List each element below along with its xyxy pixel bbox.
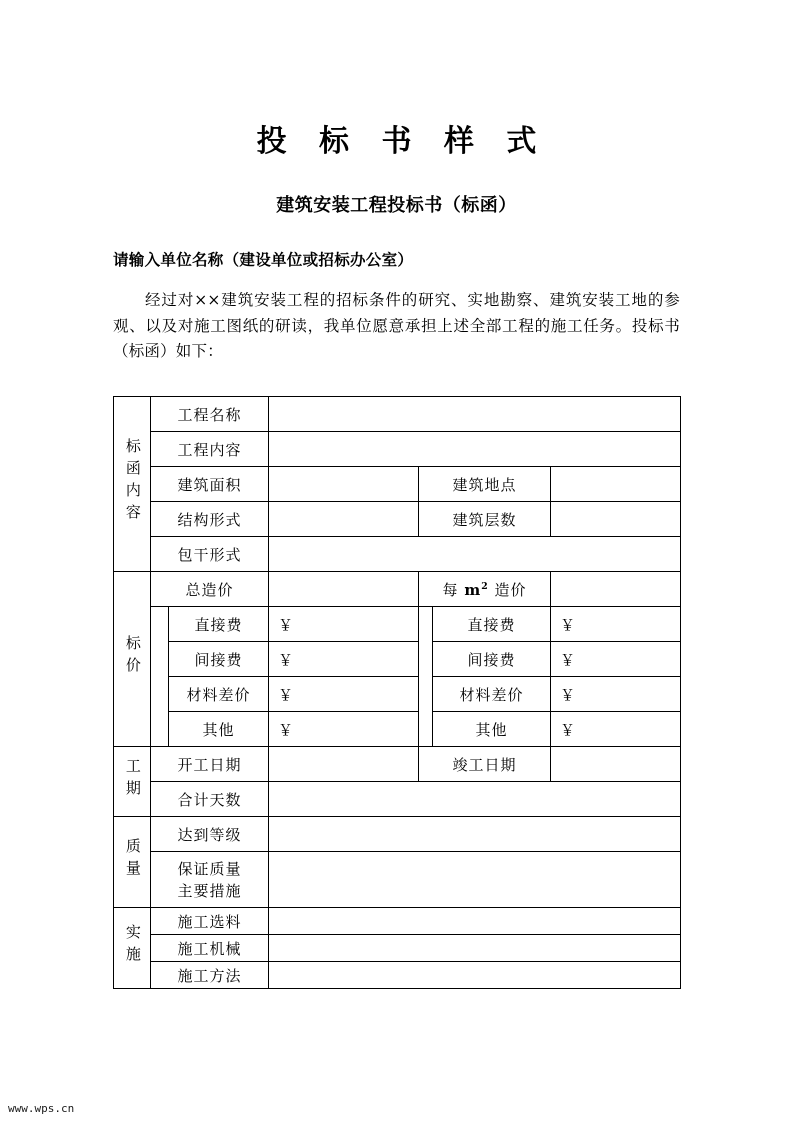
- value-construction-method[interactable]: [269, 962, 681, 989]
- value-quality-measures[interactable]: [269, 852, 681, 908]
- table-row: [114, 607, 681, 642]
- value-right-indirect-cost[interactable]: [551, 642, 681, 677]
- label-build-location: 建筑地点: [419, 467, 551, 502]
- label-floor-count: 建筑层数: [419, 502, 551, 537]
- label-build-area: 建筑面积: [151, 467, 269, 502]
- currency-symbol: ￥: [560, 650, 576, 669]
- table-row: [114, 397, 681, 432]
- value-start-date[interactable]: [269, 747, 419, 782]
- currency-symbol: ￥: [278, 720, 294, 739]
- page-title: 投 标 书 样 式: [256, 124, 548, 159]
- group-label-quality-text: 质量: [123, 838, 142, 882]
- table-row: [114, 782, 681, 817]
- value-left-other[interactable]: [269, 712, 419, 747]
- label-left-indirect-cost: 间接费: [169, 642, 269, 677]
- label-quality-measures-line1: 保证质量: [177, 859, 242, 878]
- value-right-material-diff[interactable]: [551, 677, 681, 712]
- value-left-material-diff[interactable]: [269, 677, 419, 712]
- label-total-price: 总造价: [151, 572, 269, 607]
- label-construction-method: 施工方法: [151, 962, 269, 989]
- value-end-date[interactable]: [551, 747, 681, 782]
- value-structure-type[interactable]: [269, 502, 419, 537]
- table-row: [114, 712, 681, 747]
- table-row: [114, 852, 681, 908]
- table-row: [114, 502, 681, 537]
- label-project-content: 工程内容: [151, 432, 269, 467]
- label-structure-type: 结构形式: [151, 502, 269, 537]
- label-start-date: 开工日期: [151, 747, 269, 782]
- value-right-direct-cost[interactable]: [551, 607, 681, 642]
- currency-symbol: ￥: [278, 685, 294, 704]
- group-label-content-text: 标函内容: [123, 438, 142, 526]
- value-project-content[interactable]: [269, 432, 681, 467]
- group-label-content: [114, 397, 151, 572]
- price-indent-right: [419, 607, 433, 747]
- table-row: [114, 817, 681, 852]
- currency-symbol: ￥: [560, 615, 576, 634]
- unit-square-meter: $m^2$: [464, 580, 489, 599]
- value-build-location[interactable]: [551, 467, 681, 502]
- table-row: [114, 642, 681, 677]
- label-right-material-diff: 材料差价: [433, 677, 551, 712]
- currency-symbol: ￥: [278, 615, 294, 634]
- label-right-other: 其他: [433, 712, 551, 747]
- table-row: [114, 432, 681, 467]
- label-left-material-diff: 材料差价: [169, 677, 269, 712]
- value-right-other[interactable]: [551, 712, 681, 747]
- value-left-indirect-cost[interactable]: [269, 642, 419, 677]
- label-quality-grade: 达到等级: [151, 817, 269, 852]
- label-quality-measures-line2: 主要措施: [177, 881, 242, 900]
- value-floor-count[interactable]: [551, 502, 681, 537]
- label-construction-machinery: 施工机械: [151, 935, 269, 962]
- label-contract-form: 包干形式: [151, 537, 269, 572]
- label-unit-price-suffix: 造价: [494, 580, 527, 599]
- table-row: [114, 908, 681, 935]
- label-construction-materials: 施工选料: [151, 908, 269, 935]
- group-label-duration-text: 工期: [123, 757, 142, 802]
- label-right-direct-cost: 直接费: [433, 607, 551, 642]
- label-total-days: 合计天数: [151, 782, 269, 817]
- page-subtitle: 建筑安装工程投标书（标函）: [276, 195, 517, 216]
- group-label-duration: [114, 747, 151, 817]
- value-project-name[interactable]: [269, 397, 681, 432]
- value-construction-machinery[interactable]: [269, 935, 681, 962]
- table-row: [114, 467, 681, 502]
- label-unit-price: [419, 572, 551, 607]
- price-indent-left: [151, 607, 169, 747]
- group-label-quality: [114, 817, 151, 908]
- value-unit-price[interactable]: [551, 572, 681, 607]
- currency-symbol: ￥: [560, 685, 576, 704]
- value-total-days[interactable]: [269, 782, 681, 817]
- table-row: [114, 537, 681, 572]
- group-label-implementation-text: 实施: [123, 924, 142, 968]
- value-quality-grade[interactable]: [269, 817, 681, 852]
- bid-form-table: [113, 396, 681, 989]
- label-quality-measures: [151, 852, 269, 908]
- value-construction-materials[interactable]: [269, 908, 681, 935]
- recipient-line: 请输入单位名称（建设单位或招标办公室）: [113, 250, 414, 269]
- currency-symbol: ￥: [560, 720, 576, 739]
- value-build-area[interactable]: [269, 467, 419, 502]
- label-project-name: 工程名称: [151, 397, 269, 432]
- table-row: [114, 962, 681, 989]
- label-left-other: 其他: [169, 712, 269, 747]
- table-row: [114, 677, 681, 712]
- value-left-direct-cost[interactable]: [269, 607, 419, 642]
- table-row: [114, 572, 681, 607]
- group-label-implementation: [114, 908, 151, 989]
- label-right-indirect-cost: 间接费: [433, 642, 551, 677]
- group-label-price: [114, 572, 151, 747]
- currency-symbol: ￥: [278, 650, 294, 669]
- group-label-price-text: 标价: [123, 635, 142, 679]
- value-total-price[interactable]: [269, 572, 419, 607]
- table-row: [114, 747, 681, 782]
- label-unit-price-prefix: 每: [442, 580, 459, 599]
- label-left-direct-cost: 直接费: [169, 607, 269, 642]
- footer-watermark: www.wps.cn: [8, 1102, 75, 1115]
- body-paragraph: 经过对××建筑安装工程的招标条件的研究、实地勘察、建筑安装工地的参观、以及对施工图纸的研读，我单位愿意承担上述全部工程的施工任务。投标书（标函）如下：: [113, 291, 680, 360]
- value-contract-form[interactable]: [269, 537, 681, 572]
- label-end-date: 竣工日期: [419, 747, 551, 782]
- table-row: [114, 935, 681, 962]
